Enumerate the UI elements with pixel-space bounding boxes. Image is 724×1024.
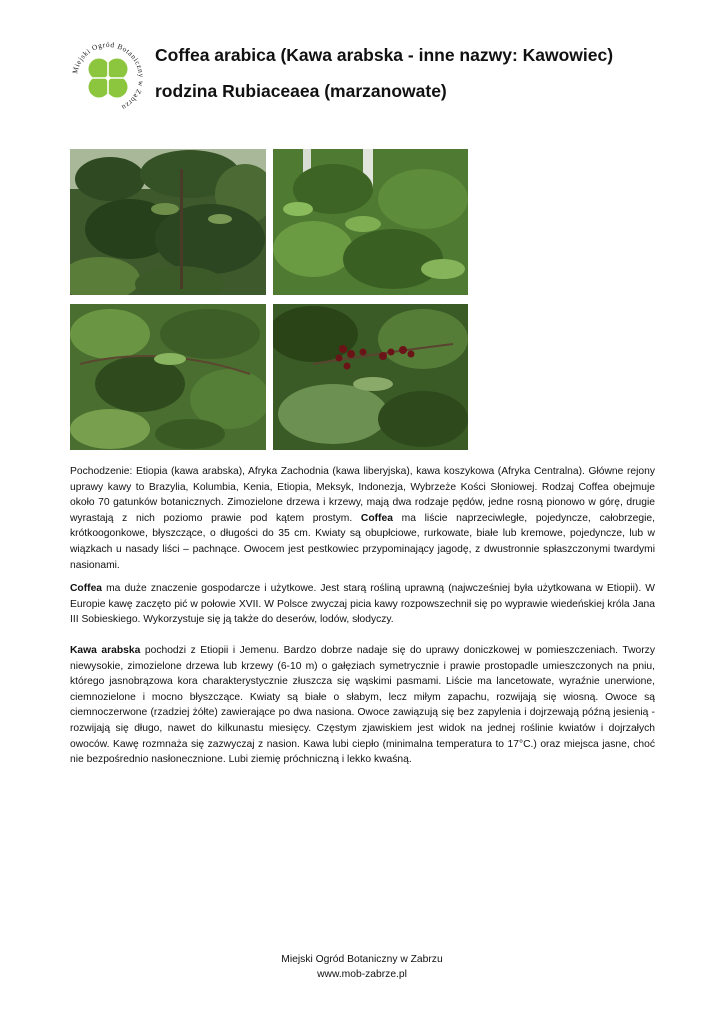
paragraph-text: pochodzi z Etiopii i Jemenu. Bardzo dobrze nadaje się do uprawy doniczkowej w pomieszczeniach. Tworzy niewysokie, zimozielone drzewa lub krzewy (6-10 m) o gałęziach symetrycznie i prawie prostopadle umieszczonych na pniu, którego jasnobrązowa kora charakterystycznie złuszcza się wąskimi pasmami. Liście ma lancetowate, wyraźnie unerwione, ciemnozielone i mocno błyszczące. Kwiaty są białe o słabym, lecz miłym zapachu, rozwijają się wiosną. Owoce są ciemnoczerwone (rzadziej żółte) zawierające po dwa nasiona. Owoce zawiązują się bez zapylenia i dojrzewają późną jesienią - rozwijają się długo, nawet do kilkunastu miesięcy. Częstym zjawiskiem jest widok na jednej roślinie kwiatów i dojrzałych owoców. Kawę rozmnaża się zazwyczaj z nasion. Kawa lubi ciepło (minimalna temperatura to 17°C.) oraz miejsca jasne, choć nie bezpośrednio nasłonecznione. Lubi ziemię próchniczną i lekko kwaśną. [70,645,655,766]
botanic-garden-logo [68,38,148,118]
origin-paragraph [70,464,655,573]
coffee-plant-leaves-photo [273,149,468,295]
logo-text: Miejski Ogród Botaniczny w Zabrzu [70,39,147,113]
paragraph-bold-term: Coffea [70,583,103,594]
page-subtitle-family: rodzina Rubiaceaea (marzanowate) [155,81,447,101]
economic-significance-paragraph [70,581,655,628]
coffee-plants-greenhouse-photo [70,149,266,295]
paragraph-bold-term: Kawa arabska [70,645,141,656]
page-title: Coffea arabica (Kawa arabska - inne nazwy: Kawowiec) [155,45,614,65]
paragraph-text: ma duże znaczenie gospodarcze i użytkowe. Jest starą rośliną uprawną (najwcześniej była użytkowana w Etiopii). W Europie kawę zaczęto pić w połowie XVII. W Polsce zwyczaj picia kawy rozpowszechnił się po wyprawie wiedeńskiej króla Jana III Sobieskiego. Wykorzystuje się ją także do deserów, lodów, słodyczy. [70,583,655,626]
coffee-cherries-photo [273,304,468,450]
paragraph-text: Pochodzenie: Etiopia (kawa arabska), Afryka Zachodnia (kawa liberyjska), kawa koszykowa (Afryka Centralna). Główne rejony uprawy kawy to Brazylia, Kolumbia, Kenia, Etiopia, Meksyk, Indonezja, Wybrzeże Kości Słoniowej. Rodzaj Coffea obejmuje około 70 gatunków botanicznych. Zimozielone drzewa i krzewy, mają dwa rodzaje pędów, jedne rosną pionowo w górę, drugie wyrastają z nich poziomo prawie pod kątem prostym. [70,466,655,524]
arabica-description-paragraph [70,643,655,768]
coffee-branch-leaves-photo [70,304,266,450]
paragraph-bold-term: Coffea [360,512,393,524]
footer-organization: Miejski Ogród Botaniczny w Zabrzu [281,954,443,965]
paragraph-text: ma liście naprzeciwległe, pojedyncze, całobrzegie, krótkoogonkowe, błyszczące, o długości do 35 cm. Kwiaty są obupłciowe, rurkowate, białe lub kremowe, pojedyncze, lub w wiązkach u nasady liści – pachnące. Owocem jest pestkowiec przypominający jagodę, z dwustronnie spłaszczonymi twardymi nasionami. [70,512,655,571]
four-leaf-clover-icon [89,59,128,98]
footer-website-link[interactable]: www.mob-zabrze.pl [317,969,407,980]
